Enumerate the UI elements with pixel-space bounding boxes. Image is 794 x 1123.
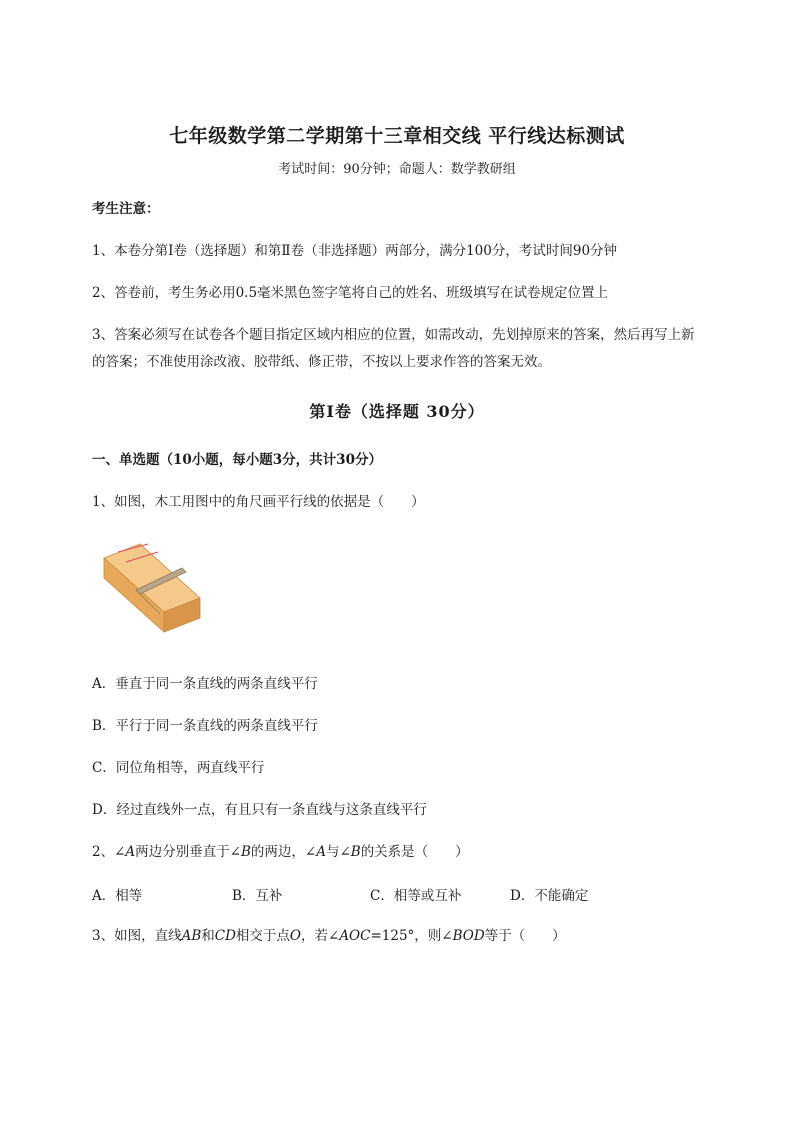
question-1-option-a: A．垂直于同一条直线的两条直线平行 [92,676,318,692]
angle-b: ∠B [229,844,251,860]
question-2-options [92,882,712,910]
carpenter-square-figure [102,540,202,640]
question-1-stem: 1、如图，木工用图中的角尺画平行线的依据是（ ） [92,494,425,510]
question-2-option-c: C．相等或互补 [370,888,462,904]
wood-block-with-ruler-icon [102,540,202,640]
question-1-option-c: C．同位角相等，两直线平行 [92,760,265,776]
question-2-option-a: A．相等 [92,888,143,904]
question-2-option-b: B．互补 [232,888,283,904]
note-item-2: 2、答卷前，考生务必用0.5毫米黑色签字笔将自己的姓名、班级填写在试卷规定位置上 [92,285,609,301]
note-item-3: 3、答案必须写在试卷各个题目指定区域内相应的位置，如需改动，先划掉原来的答案，然后再写上新 [92,327,695,343]
question-2-option-d: D．不能确定 [510,888,589,904]
question-1-option-d: D．经过直线外一点，有且只有一条直线与这条直线平行 [92,802,427,818]
notes-heading: 考生注意： [92,201,160,217]
section-title: 第I卷（选择题 30分） [309,402,485,421]
exam-title: 七年级数学第二学期第十三章相交线 平行线达标测试 [169,125,625,147]
question-1-option-b: B．平行于同一条直线的两条直线平行 [92,718,318,734]
angle-a: ∠A [114,844,136,860]
note-item-1: 1、本卷分第I卷（选择题）和第Ⅱ卷（非选择题）两部分，满分100分，考试时间90分钟 [92,243,618,259]
question-3-stem: 3、如图，直线AB和CD相交于点O，若∠AOC=125°，则∠BOD等于（ ） [92,928,566,944]
exam-subtitle: 考试时间：90分钟；命题人：数学教研组 [278,162,516,177]
part-heading: 一、单选题（10小题，每小题3分，共计30分） [92,452,382,468]
question-2-stem: 2、∠A两边分别垂直于∠B的两边，∠A与∠B的关系是（ ） [92,844,469,860]
note-item-3-cont: 的答案；不准使用涂改液、胶带纸、修正带，不按以上要求作答的答案无效。 [92,354,551,370]
